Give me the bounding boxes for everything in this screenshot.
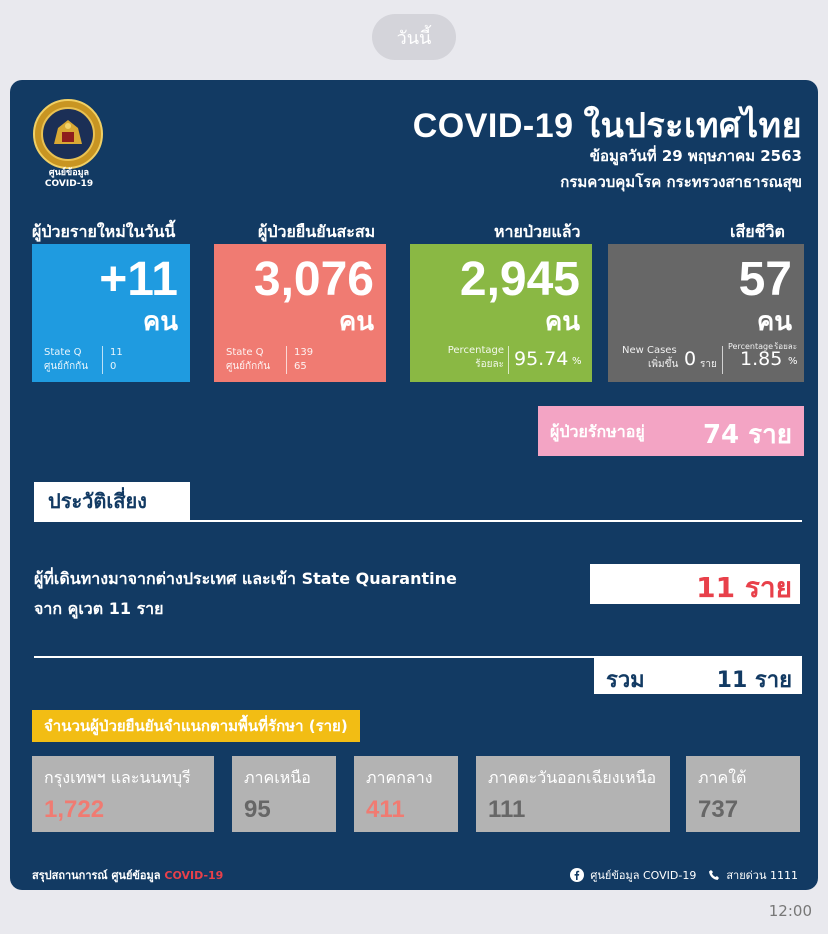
region-box-bangkok <box>32 756 214 832</box>
region-label: ภาคตะวันออกเฉียงเหนือ <box>488 768 657 787</box>
region-value: 1,722 <box>44 796 105 823</box>
message-timestamp: 12:00 <box>768 902 812 920</box>
recovered-pct-label: Percentage <box>447 345 504 356</box>
facebook-icon <box>570 868 584 882</box>
risk-value-box <box>590 564 800 604</box>
risk-line2: จาก คูเวต 11 ราย <box>34 599 164 618</box>
region-value: 95 <box>244 796 271 823</box>
total-value: 11 ราย <box>716 668 792 693</box>
deaths-pct-sign: % <box>788 356 798 367</box>
regions-title: จำนวนผู้ป่วยยืนยันจำแนกตามพื้นที่รักษา (ราย) <box>32 710 360 742</box>
deaths-value: 57 <box>738 253 792 306</box>
deaths-unit: คน <box>756 307 792 337</box>
footer-accent: COVID-19 <box>164 869 224 882</box>
recovered-heading: หายป่วยแล้ว <box>494 222 581 241</box>
region-label: ภาคเหนือ <box>244 768 311 787</box>
new-cases-value: +11 <box>99 253 178 306</box>
deaths-heading: เสียชีวิต <box>730 222 785 241</box>
in-treatment-badge <box>538 406 804 456</box>
divider <box>722 346 723 374</box>
source-line: กรมควบคุมโรค กระทรวงสาธารณสุข <box>560 173 802 191</box>
footer-right <box>570 866 798 884</box>
new-center-label: ศูนย์กักกัน <box>44 361 89 372</box>
footer-prefix: สรุปสถานการณ์ ศูนย์ข้อมูล <box>32 869 161 882</box>
deaths-pct-value: 1.85 <box>740 348 783 370</box>
deaths-new-unit: ราย <box>700 359 717 370</box>
new-cases-box <box>32 244 190 382</box>
new-center-value: 0 <box>110 361 117 372</box>
page-title: COVID-19 ในประเทศไทย <box>412 107 802 145</box>
recovered-pct-value: 95.74 <box>514 348 569 370</box>
divider <box>102 346 103 374</box>
in-treatment-label: ผู้ป่วยรักษาอยู่ <box>550 422 645 441</box>
recovered-pct-sign: % <box>572 356 582 367</box>
hotline-label: สายด่วน 1111 <box>726 869 798 882</box>
total-label: รวม <box>606 668 645 693</box>
deaths-new-label-th: เพิ่มขึ้น <box>648 359 679 370</box>
new-state-q-value: 11 <box>110 347 123 358</box>
risk-description <box>34 564 457 624</box>
date-label: วันนี้ <box>396 27 432 49</box>
seal-caption-line1: ศูนย์ข้อมูล <box>48 168 90 178</box>
phone-icon <box>708 869 720 881</box>
confirmed-state-q-value: 139 <box>294 347 314 358</box>
region-value: 737 <box>698 796 739 823</box>
government-seal-icon <box>32 98 104 170</box>
recovered-unit: คน <box>544 307 580 337</box>
section-divider <box>34 520 802 522</box>
new-cases-unit: คน <box>142 307 178 337</box>
confirmed-box <box>214 244 386 382</box>
region-label: ภาคใต้ <box>698 768 747 787</box>
deaths-pct-label-th: ร้อยละ <box>774 342 797 351</box>
date-separator-pill <box>372 14 456 60</box>
risk-history-heading: ประวัติเสี่ยง <box>34 482 190 520</box>
divider <box>286 346 287 374</box>
date-line: ข้อมูลวันที่ 29 พฤษภาคม 2563 <box>589 147 802 165</box>
region-label: ภาคกลาง <box>366 768 433 787</box>
recovered-pct-label-th: ร้อยละ <box>475 359 504 370</box>
facebook-label: ศูนย์ข้อมูล COVID-19 <box>590 869 697 882</box>
confirmed-center-label: ศูนย์กักกัน <box>226 361 271 372</box>
region-box-north <box>232 756 336 832</box>
footer-left <box>32 866 223 884</box>
confirmed-value: 3,076 <box>253 253 374 306</box>
deaths-new-value: 0 <box>684 348 697 370</box>
region-box-central <box>354 756 458 832</box>
deaths-box <box>608 244 804 382</box>
confirmed-heading: ผู้ป่วยยืนยันสะสม <box>258 222 376 241</box>
in-treatment-value: 74 ราย <box>702 420 792 450</box>
recovered-box <box>410 244 592 382</box>
covid-infographic-card[interactable] <box>10 80 818 890</box>
deaths-pct-label: Percentage <box>728 342 774 351</box>
seal-caption <box>28 168 110 190</box>
risk-line1: ผู้ที่เดินทางมาจากต่างประเทศ และเข้า State Quarantine <box>34 569 457 588</box>
deaths-new-label: New Cases <box>622 345 677 356</box>
recovered-value: 2,945 <box>459 253 580 306</box>
confirmed-state-q-label: State Q <box>226 347 264 358</box>
new-cases-heading: ผู้ป่วยรายใหม่ในวันนี้ <box>32 222 176 241</box>
region-value: 411 <box>366 796 405 823</box>
total-box <box>594 656 802 694</box>
region-value: 111 <box>488 796 526 823</box>
risk-value: 11 ราย <box>696 571 792 604</box>
region-box-south <box>686 756 800 832</box>
seal-caption-line2: COVID-19 <box>44 179 94 189</box>
divider <box>508 346 509 374</box>
region-box-northeast <box>476 756 670 832</box>
region-label: กรุงเทพฯ และนนทบุรี <box>44 768 191 787</box>
confirmed-center-value: 65 <box>294 361 307 372</box>
confirmed-unit: คน <box>338 307 374 337</box>
new-state-q-label: State Q <box>44 347 82 358</box>
